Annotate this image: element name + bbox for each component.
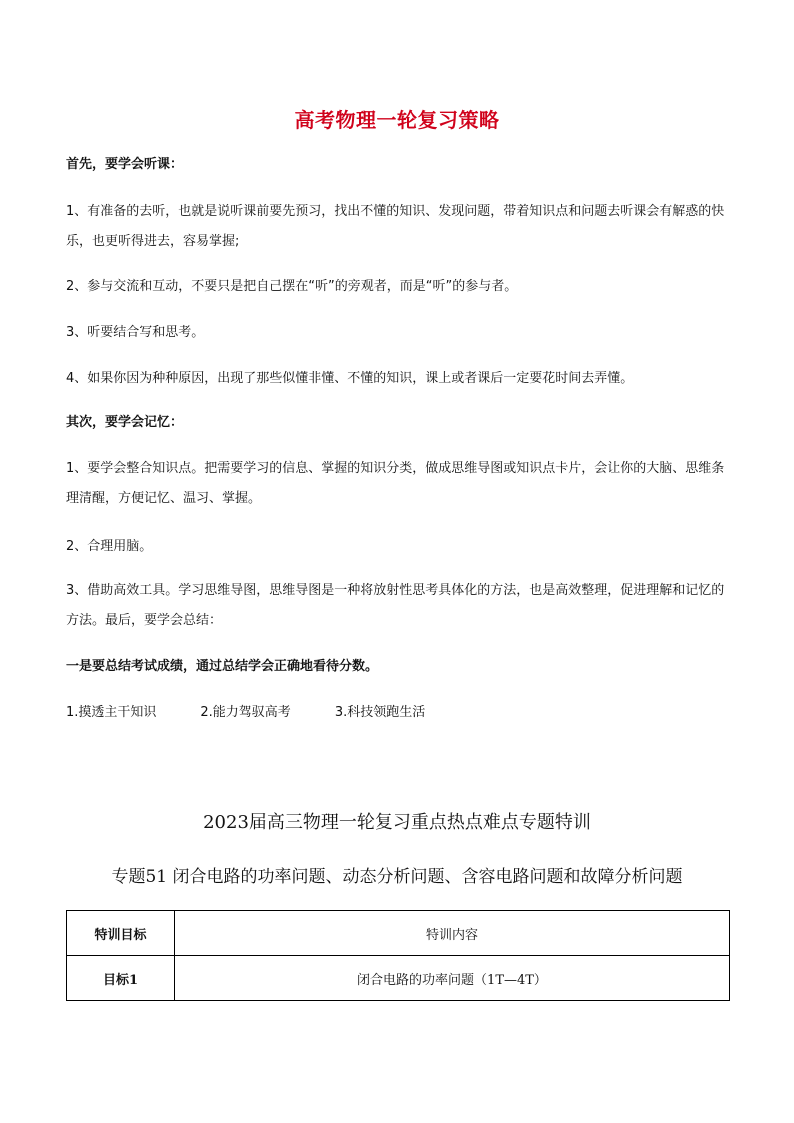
listening-item-2: 2、参与交流和互动，不要只是把自己摆在“听”的旁观者，而是“听”的参与者。 [66,279,518,294]
document-title: 高考物理一轮复习策略 [294,108,500,132]
listening-item-3: 3、听要结合写和思考。 [66,325,205,340]
summary-point-3: 3.科技领跑生活 [334,705,426,720]
summary-point-1: 1.摸透主干知识 [66,705,157,720]
listening-item-4: 4、如果你因为种种原因，出现了那些似懂非懂、不懂的知识，课上或者课后一定要花时间去弄懂。 [66,371,634,386]
summary-statement: 一是要总结考试成绩，通过总结学会正确地看待分数。 [66,659,379,674]
section-heading-listening: 首先，要学会听课： [66,157,184,172]
row-content: 闭合电路的功率问题（1T—4T） [175,956,730,1001]
header-content: 特训内容 [175,911,730,956]
memory-item-2: 2、合理用脑。 [66,539,153,554]
memory-item-1: 1、要学会整合知识点。把需要学习的信息、掌握的知识分类，做成思维导图或知识点卡片，会让你的大脑、思维条理清醒，方便记忆、温习、掌握。 [66,461,725,506]
summary-points [66,698,730,728]
series-heading: 2023届高三物理一轮复习重点热点难点专题特训 [203,812,591,833]
table-header-row [67,911,730,956]
table-row [67,956,730,1001]
training-table [66,910,730,1001]
listening-item-1: 1、有准备的去听，也就是说听课前要先预习，找出不懂的知识、发现问题，带着知识点和问题去听课会有解惑的快乐，也更听得进去，容易掌握; [66,204,725,249]
header-goal: 特训目标 [67,911,175,956]
section-heading-memory: 其次，要学会记忆： [66,415,184,430]
summary-point-2: 2.能力驾驭高考 [200,705,291,720]
topic-heading: 专题51 闭合电路的功率问题、动态分析问题、含容电路问题和故障分析问题 [111,867,683,887]
row-goal: 目标1 [67,956,175,1001]
memory-item-3: 3、借助高效工具。学习思维导图，思维导图是一种将放射性思考具体化的方法，也是高效整理，促进理解和记忆的方法。最后，要学会总结： [66,583,725,628]
